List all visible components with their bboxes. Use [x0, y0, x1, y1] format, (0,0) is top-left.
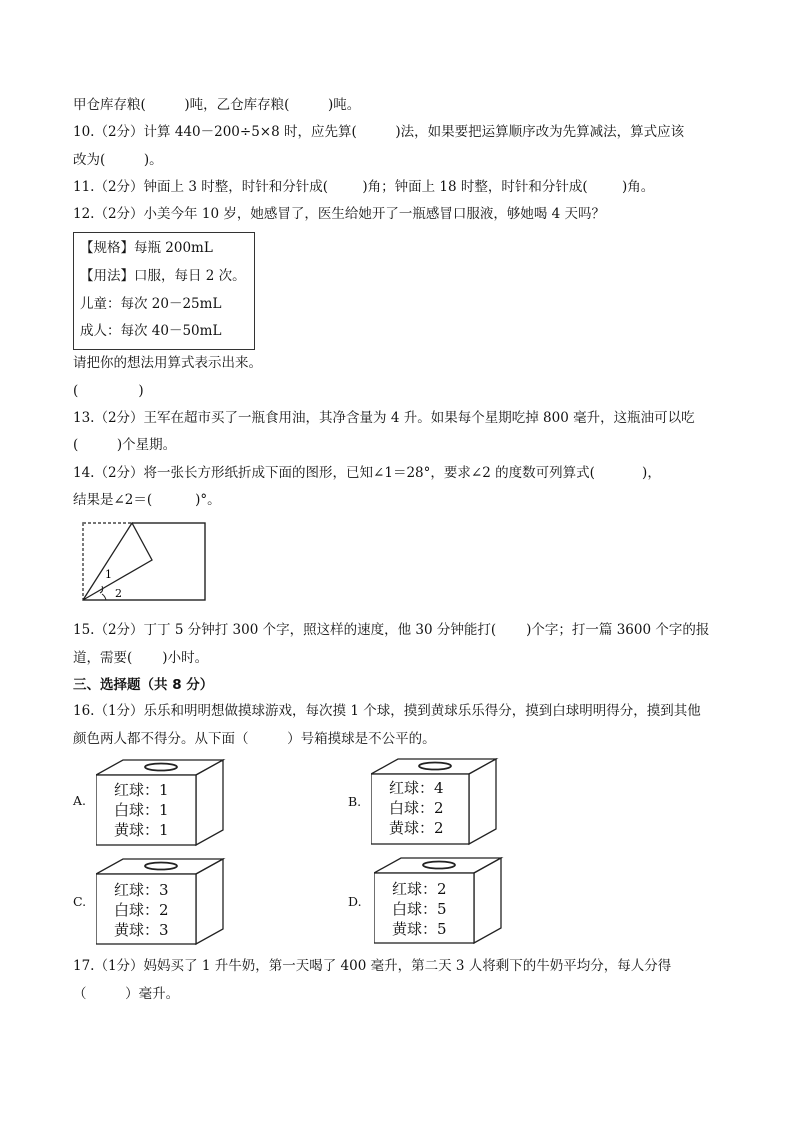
q10-line2: 改为( )。 — [73, 152, 163, 168]
option-c-red: 红球：3 — [114, 881, 169, 899]
q17-line2: （ ）毫升。 — [73, 986, 180, 1002]
q17-line1: 17.（1分）妈妈买了 1 升牛奶，第一天喝了 400 毫升，第二天 3 人将剩下的牛奶平均分，每人分得 — [73, 958, 672, 974]
q13-line1: 13.（2分）王军在超市买了一瓶食用油，其净含量为 4 升。如果每个星期吃掉 800 毫升，这瓶油可以吃 — [73, 410, 695, 426]
section-3-title: 三、选择题（共 8 分） — [73, 677, 214, 693]
option-d-yellow: 黄球：5 — [392, 920, 447, 938]
angle-1-label: 1 — [105, 568, 112, 581]
option-a-red: 红球：1 — [114, 781, 169, 799]
spec-size: 【规格】每瓶 200mL — [80, 240, 213, 256]
q11: 11.（2分）钟面上 3 时整，时针和分针成( )角；钟面上 18 时整，时针和分针成( )角。 — [73, 179, 655, 195]
option-b-white: 白球：2 — [389, 799, 444, 817]
q14-line2: 结果是∠2＝( )°。 — [73, 492, 221, 508]
option-b-red: 红球：4 — [389, 779, 444, 797]
option-c-yellow: 黄球：3 — [114, 921, 169, 939]
q16-line2: 颜色两人都不得分。从下面（ ）号箱摸球是不公平的。 — [73, 731, 436, 747]
q10-line1: 10.（2分）计算 440－200÷5×8 时，应先算( )法，如果要把运算顺序改为先算减法，算式应该 — [73, 124, 685, 140]
option-d-label: D. — [348, 894, 362, 909]
q15-line1: 15.（2分）丁丁 5 分钟打 300 个字，照这样的速度，他 30 分钟能打( )个字；打一篇 3600 个字的报 — [73, 622, 710, 638]
option-a-label: A. — [73, 793, 87, 808]
spec-child: 儿童：每次 20－25mL — [80, 296, 222, 312]
q16-line1: 16.（1分）乐乐和明明想做摸球游戏，每次摸 1 个球，摸到黄球乐乐得分，摸到白球明明得分，摸到其他 — [73, 703, 701, 719]
q14-line1: 14.（2分）将一张长方形纸折成下面的图形，已知∠1＝28°，要求∠2 的度数可列算式( )， — [73, 465, 661, 481]
option-d-white: 白球：5 — [392, 900, 447, 918]
option-a-yellow: 黄球：1 — [114, 821, 169, 839]
q15-line2: 道，需要( )小时。 — [73, 650, 209, 666]
q12-answer-blank: ( ) — [73, 383, 144, 399]
option-c-label: C. — [73, 894, 87, 909]
q12: 12.（2分）小美今年 10 岁，她感冒了，医生给她开了一瓶感冒口服液，够她喝 4 天吗？ — [73, 206, 605, 222]
option-b-label: B. — [348, 794, 362, 809]
angle-2-label: 2 — [115, 587, 122, 600]
option-b-yellow: 黄球：2 — [389, 819, 444, 837]
option-d-red: 红球：2 — [392, 880, 447, 898]
q12-instruction: 请把你的想法用算式表示出来。 — [73, 355, 262, 371]
q13-line2: ( )个星期。 — [73, 437, 177, 453]
folded-paper-figure — [82, 522, 208, 602]
medicine-spec-box — [73, 232, 255, 350]
option-c-white: 白球：2 — [114, 901, 169, 919]
q9-continuation: 甲仓库存粮( )吨，乙仓库存粮( )吨。 — [73, 97, 361, 113]
option-a-white: 白球：1 — [114, 801, 169, 819]
spec-adult: 成人：每次 40－50mL — [80, 323, 222, 339]
spec-usage: 【用法】口服，每日 2 次。 — [80, 268, 246, 284]
